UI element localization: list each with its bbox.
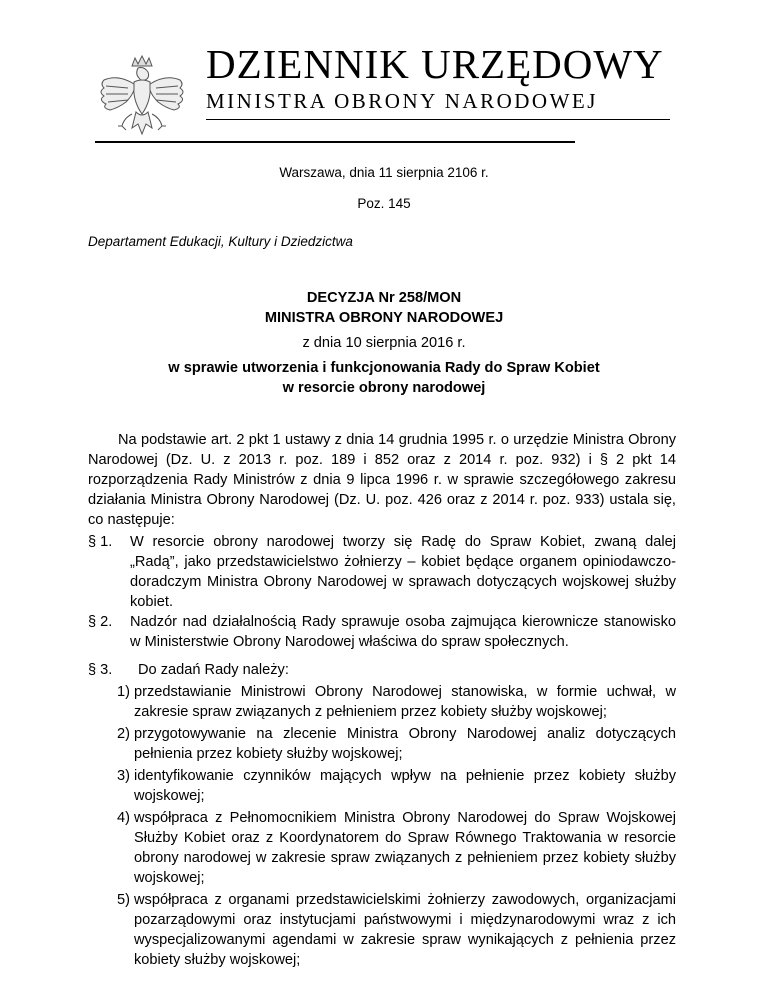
list-item-number: 3) (117, 768, 130, 784)
list-item-text: współpraca z organami przedstawicielskimi żołnierzy zawodowych, organizacjami pozarządowymi oraz instytucjami państwowymi i międzynarodowymi wraz z ich wyspecjalizowanymi agendami w zakresie spraw wynikających z pełnienia przez kobiety służby wojskowej; (134, 892, 676, 968)
position-number: Poz. 145 (357, 196, 411, 211)
list-item-number: 2) (117, 726, 130, 742)
list-item-text: identyfikowanie czynników mających wpływ na pełnienie przez kobiety służby wojskowej; (134, 768, 676, 804)
journal-subtitle: MINISTRA OBRONY NARODOWEJ (206, 89, 598, 113)
paragraph-1 (88, 532, 676, 612)
list-item-text: przygotowywanie na zlecenie Ministra Obrony Narodowej analiz dotyczących pełnienia przez kobiety służby wojskowej; (134, 726, 676, 762)
department-name: Departament Edukacji, Kultury i Dziedzictwa (88, 234, 353, 249)
list-item (88, 890, 676, 970)
polish-eagle-emblem-icon (92, 52, 192, 144)
paragraph-text: W resorcie obrony narodowej tworzy się Radę do Spraw Kobiet, zwaną dalej „Radą”, jako przedstawicielstwo żołnierzy – kobiet będące organem opiniodawczo-doradczym Ministra Obrony Narodowej w sprawach dotyczących wojskowej służby kobiet. (130, 534, 676, 610)
masthead (0, 0, 768, 150)
decision-subject-line2: w resorcie obrony narodowej (282, 380, 486, 396)
decision-date: z dnia 10 sierpnia 2016 r. (302, 335, 466, 351)
list-item-number: 5) (117, 892, 130, 908)
list-item-text: przedstawianie Ministrowi Obrony Narodowej stanowiska, w formie uchwał, w zakresie spraw związanych z pełnieniem przez kobiety służby wojskowej; (134, 684, 676, 720)
header-divider (206, 119, 670, 120)
decision-number: DECYZJA Nr 258/MON (306, 290, 462, 306)
list-item-number: 4) (117, 810, 130, 826)
paragraph-2 (88, 612, 676, 652)
header-underline (95, 141, 575, 143)
decision-subject-line1: w sprawie utworzenia i funkcjonowania Rady do Spraw Kobiet (168, 360, 600, 376)
place-date: Warszawa, dnia 11 sierpnia 2106 r. (279, 165, 489, 180)
duties-list (88, 682, 676, 972)
paragraph-number: § 3. (88, 662, 113, 678)
list-item (88, 808, 676, 888)
list-item (88, 724, 676, 764)
paragraph-text: Nadzór nad działalnością Rady sprawuje osoba zajmująca kierownicze stanowisko w Ministerstwie Obrony Narodowej właściwa do spraw społecznych. (130, 614, 676, 650)
list-item (88, 766, 676, 806)
list-item-number: 1) (117, 684, 130, 700)
decision-issuer: MINISTRA OBRONY NARODOWEJ (264, 310, 504, 326)
list-item (88, 682, 676, 722)
paragraph-number: § 2. (88, 614, 113, 630)
preamble: Na podstawie art. 2 pkt 1 ustawy z dnia 14 grudnia 1995 r. o urzędzie Ministra Obrony Narodowej (Dz. U. z 2013 r. poz. 189 i 852 oraz z 2014 r. poz. 932) i § 2 pkt 14 rozporządzenia Rady Ministrów z dnia 9 lipca 1996 r. w sprawie szczegółowego zakresu działania Ministra Obrony Narodowej (Dz. U. poz. 426 oraz z 2014 r. poz. 933) ustala się, co następuje: (88, 432, 676, 528)
paragraph-number: § 1. (88, 534, 113, 550)
journal-title: DZIENNIK URZĘDOWY (206, 41, 664, 87)
list-item-text: współpraca z Pełnomocnikiem Ministra Obrony Narodowej do Spraw Wojskowej Służby Kobiet oraz z Koordynatorem do Spraw Równego Traktowania w resorcie obrony narodowej w zakresie spraw związanych z pełnieniem przez kobiety służby wojskowej; (134, 810, 676, 886)
paragraph-3 (88, 660, 676, 680)
paragraph-text: Do zadań Rady należy: (138, 662, 289, 678)
